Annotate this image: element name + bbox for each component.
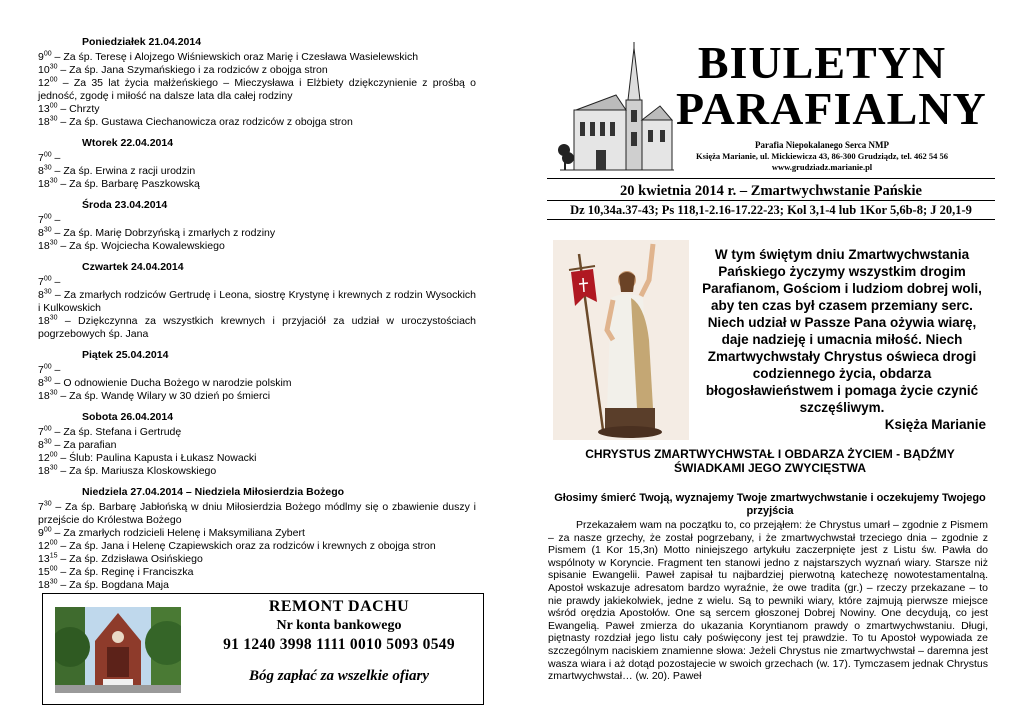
mass-hour: 7 <box>38 214 44 226</box>
bank-account-number: 91 1240 3998 1111 0010 5093 0549 <box>223 636 455 653</box>
masthead <box>676 37 987 172</box>
schedule-day <box>38 199 476 253</box>
mass-hour: 8 <box>38 165 44 177</box>
readings: Dz 10,34a.37-43; Ps 118,1-2.16-17.22-23; Kol 3,1-4 lub 1Kor 5,6b-8; J 20,1-9 <box>570 203 972 217</box>
schedule-day <box>38 137 476 191</box>
mass-hour: 7 <box>38 426 44 438</box>
mass-hour: 18 <box>38 465 50 477</box>
mass-entry <box>38 152 476 165</box>
mass-intention: – Za śp. Wojciecha Kowalewskiego <box>57 240 225 252</box>
mass-schedule <box>38 36 476 600</box>
mass-hour: 8 <box>38 289 44 301</box>
mass-entry <box>38 289 476 315</box>
mass-hour: 8 <box>38 439 44 451</box>
mass-minutes: 30 <box>49 578 58 586</box>
mass-intention: – <box>51 152 61 164</box>
mass-hour: 8 <box>38 227 44 239</box>
mass-hour: 13 <box>38 553 50 565</box>
schedule-day-title: Sobota 26.04.2014 <box>82 411 174 423</box>
mass-hour: 18 <box>38 390 50 402</box>
mass-hour: 18 <box>38 315 50 327</box>
mass-hour: 7 <box>38 364 44 376</box>
mass-entry <box>38 501 476 527</box>
mass-hour: 12 <box>38 540 50 552</box>
mass-entry <box>38 51 476 64</box>
mass-minutes: 30 <box>43 438 52 446</box>
mass-minutes: 30 <box>49 63 58 71</box>
mass-hour: 9 <box>38 527 44 539</box>
mass-minutes: 00 <box>49 539 58 547</box>
parish-website: www.grudziadz.marianie.pl <box>771 162 873 172</box>
schedule-day-title: Niedziela 27.04.2014 – Niedziela Miłosierdzia Bożego <box>82 486 345 498</box>
mass-entry <box>38 77 476 103</box>
roof-repair-box <box>42 593 484 705</box>
mass-minutes: 00 <box>49 76 58 84</box>
mass-entry <box>38 116 476 129</box>
mass-intention: – Za śp. Stefana i Gertrudę <box>51 426 182 438</box>
greeting-signature: Księża Marianie <box>884 417 986 432</box>
mass-entry <box>38 439 476 452</box>
schedule-day <box>38 411 476 478</box>
mass-intention: – Dziękczynna za wszystkich krewnych i przyjaciół za udział w uroczystościach pogrzebowych śp. Jana <box>38 315 476 340</box>
risen-christ-image <box>553 240 689 440</box>
date-line: 20 kwietnia 2014 r. – Zmartwychwstanie Pańskie <box>547 182 995 201</box>
mass-minutes: 00 <box>49 451 58 459</box>
mass-entry <box>38 579 476 592</box>
church-drawing-icon <box>556 40 676 172</box>
easter-greeting <box>696 246 988 433</box>
article-body: Przekazałem wam na początku to, co przejąłem: że Chrystus umarł – zgodnie z Pismem – za nasze grzechy, że został pogrzebany, i że zmartwychwstał trzeciego dnia – zgodnie z Pismem (1 Kor 15,3n) Motto niniejszego artykułu zaczerpnięte jest z Listu św. Pawła do wspólnoty w Koryncie. Fragment ten stanowi jedno z najstarszych wyznań wiary. Starsze niż spisanie Ewangelii. Paweł zapisał tu najbardziej pierwotną katechezę nowotestamentalną. Apostoł wskazuje adresatom bardzo wyraźnie, że owe tradita (gr.) – rzeczy przekazane – to nie prawdy jakiekolwiek, jedne z wielu. Są to pewniki wiary, które zajmują pierwsze miejsce wśród orędzia Apostołów. One są sercem głoszonej Dobrej Nowiny. One decydują, co jest Ewangelią. Paweł zmierza do ukazania Koryntianom prawdy o zmartwychwstaniu. Długi, piętnasty rozdział jego listu cały poświęcony jest tej prawdzie. To tu Apostoł wypowiada ze szczególnym naciskiem znamienne słowa: Jeżeli Chrystus nie zmartwychwstał – daremna jest wasza wiara i aż dotąd pozostajecie w swoich grzechach (w. 17). Tymczasem jednak Chrystus zmartwychwstał… (w. 20). Paweł <box>548 519 988 683</box>
mass-minutes: 00 <box>43 151 52 159</box>
mass-minutes: 30 <box>43 288 52 296</box>
mass-intention: – Za śp. Barbarę Jabłońską w dniu Miłosierdzia Bożego módlmy się o zbawienie duszy i przejście do Królestwa Bożego <box>38 501 476 526</box>
schedule-day-title: Czwartek 24.04.2014 <box>82 261 184 273</box>
mass-minutes: 00 <box>49 565 58 573</box>
mass-entry <box>38 377 476 390</box>
mass-entry <box>38 165 476 178</box>
masthead-line2: PARAFIALNY <box>676 83 987 134</box>
mass-hour: 7 <box>38 501 44 513</box>
mass-entry <box>38 64 476 77</box>
mass-hour: 8 <box>38 377 44 389</box>
mass-entry <box>38 540 476 553</box>
article-headline: CHRYSTUS ZMARTWYCHWSTAŁ I OBDARZA ŻYCIEM - BĄDŹMY ŚWIADKAMI JEGO ZWYCIĘSTWA <box>585 447 955 475</box>
schedule-day-title: Piątek 25.04.2014 <box>82 349 169 361</box>
mass-minutes: 00 <box>49 102 58 110</box>
mass-minutes: 00 <box>43 425 52 433</box>
mass-intention: – Za zmarłych rodziców Gertrudę i Leona, siostrę Krystynę i krewnych z rodzin Wysockich i Kulkowskich <box>38 289 476 314</box>
mass-hour: 15 <box>38 566 50 578</box>
mass-intention: – Za śp. Jana i Helenę Czapiewskich oraz za rodziców i krewnych z obojga stron <box>57 540 436 552</box>
mass-intention: – Za śp. Wandę Wilary w 30 dzień po śmierci <box>57 390 271 402</box>
mass-minutes: 30 <box>43 164 52 172</box>
mass-entry <box>38 178 476 191</box>
mass-entry <box>38 315 476 341</box>
masthead-line1: BIULETYN <box>697 37 947 88</box>
greeting-text: W tym świętym dniu Zmartwychwstania Pańskiego życzymy wszystkim drogim Parafianom, Gościom i ludziom dobrej woli, aby ten czas był czasem przemiany serc. Niech udział w Passze Pana ożywia wiarę, daje nadzieję i umacnia miłość. Niech Zmartwychwstały Chrystus oświeca drogi codziennego życia, obdarza błogosławieństwem i pomaga życie czynić szczęśliwym. <box>702 247 982 415</box>
mass-hour: 18 <box>38 116 50 128</box>
mass-intention: – Za śp. Marię Dobrzyńską i zmarłych z rodziny <box>51 227 276 239</box>
schedule-day-title: Wtorek 22.04.2014 <box>82 137 174 149</box>
mass-minutes: 30 <box>43 500 52 508</box>
date-bar <box>547 178 995 220</box>
mass-hour: 18 <box>38 240 50 252</box>
mass-entry <box>38 527 476 540</box>
mass-minutes: 15 <box>49 552 58 560</box>
mass-minutes: 30 <box>43 226 52 234</box>
mass-minutes: 00 <box>43 50 52 58</box>
schedule-day <box>38 349 476 403</box>
church-photo <box>55 607 181 693</box>
mass-intention: – Chrzty <box>57 103 100 115</box>
mass-hour: 7 <box>38 152 44 164</box>
mass-entry <box>38 276 476 289</box>
mass-intention: – <box>51 364 61 376</box>
mass-minutes: 30 <box>49 115 58 123</box>
mass-minutes: 30 <box>43 376 52 384</box>
mass-intention: – Za śp. Reginę i Franciszka <box>57 566 194 578</box>
mass-intention: – Za śp. Barbarę Paszkowską <box>57 178 200 190</box>
mass-intention: – Za śp. Gustawa Ciechanowicza oraz rodziców z obojga stron <box>57 116 353 128</box>
mass-entry <box>38 390 476 403</box>
mass-entry <box>38 214 476 227</box>
mass-hour: 18 <box>38 579 50 591</box>
schedule-day <box>38 261 476 341</box>
mass-minutes: 30 <box>49 314 58 322</box>
mass-intention: – Za zmarłych rodzicieli Helenę i Maksymiliana Zybert <box>51 527 305 539</box>
mass-intention: – Za parafian <box>51 439 117 451</box>
mass-intention: – Za śp. Zdzisława Osińskiego <box>57 553 203 565</box>
mass-minutes: 30 <box>49 389 58 397</box>
roof-thanks: Bóg zapłać za wszelkie ofiary <box>249 668 429 684</box>
mass-intention: – <box>51 276 61 288</box>
mass-hour: 7 <box>38 276 44 288</box>
mass-entry <box>38 426 476 439</box>
mass-hour: 12 <box>38 452 50 464</box>
mass-intention: – Za 35 lat życia małżeńskiego – Mieczysława i Elżbiety dziękczynienie z prośbą o jedność, zgodę i miłość na dalsze lata dla całej rodziny <box>38 77 476 102</box>
mass-intention: – Za śp. Jana Szymańskiego i za rodziców z obojga stron <box>57 64 328 76</box>
roof-title: REMONT DACHU <box>268 598 410 615</box>
schedule-day <box>38 36 476 129</box>
mass-minutes: 30 <box>49 177 58 185</box>
schedule-day-title: Poniedziałek 21.04.2014 <box>82 36 202 48</box>
mass-intention: – Za śp. Mariusza Kloskowskiego <box>57 465 217 477</box>
mass-entry <box>38 566 476 579</box>
mass-minutes: 00 <box>43 213 52 221</box>
schedule-day <box>38 486 476 592</box>
mass-entry <box>38 364 476 377</box>
mass-intention: – Ślub: Paulina Kapusta i Łukasz Nowacki <box>57 452 257 464</box>
mass-intention: – Za śp. Bogdana Maja <box>57 579 169 591</box>
parish-address: Księża Marianie, ul. Mickiewicza 43, 86-300 Grudziądz, tel. 462 54 56 <box>696 151 948 161</box>
mass-intention: – <box>51 214 61 226</box>
mass-hour: 12 <box>38 77 50 89</box>
mass-entry <box>38 240 476 253</box>
mass-minutes: 00 <box>43 363 52 371</box>
mass-hour: 13 <box>38 103 50 115</box>
mass-entry <box>38 553 476 566</box>
mass-intention: – O odnowienie Ducha Bożego w narodzie polskim <box>51 377 292 389</box>
bank-account-label: Nr konta bankowego <box>276 618 402 633</box>
mass-hour: 18 <box>38 178 50 190</box>
mass-intention: – Za śp. Teresę i Alojzego Wiśniewskich oraz Marię i Czesława Wasielewskich <box>51 51 419 63</box>
mass-entry <box>38 452 476 465</box>
mass-minutes: 30 <box>49 464 58 472</box>
mass-hour: 9 <box>38 51 44 63</box>
mass-minutes: 30 <box>49 239 58 247</box>
mass-minutes: 00 <box>43 275 52 283</box>
mass-intention: – Za śp. Erwina z racji urodzin <box>51 165 196 177</box>
mass-minutes: 00 <box>43 526 52 534</box>
mass-entry <box>38 103 476 116</box>
schedule-day-title: Środa 23.04.2014 <box>82 199 168 211</box>
parish-name: Parafia Niepokalanego Serca NMP <box>754 140 890 150</box>
mass-entry <box>38 227 476 240</box>
mass-entry <box>38 465 476 478</box>
mass-hour: 10 <box>38 64 50 76</box>
article-subhead: Głosimy śmierć Twoją, wyznajemy Twoje zmartwychwstanie i oczekujemy Twojego przyjścia <box>554 492 986 517</box>
